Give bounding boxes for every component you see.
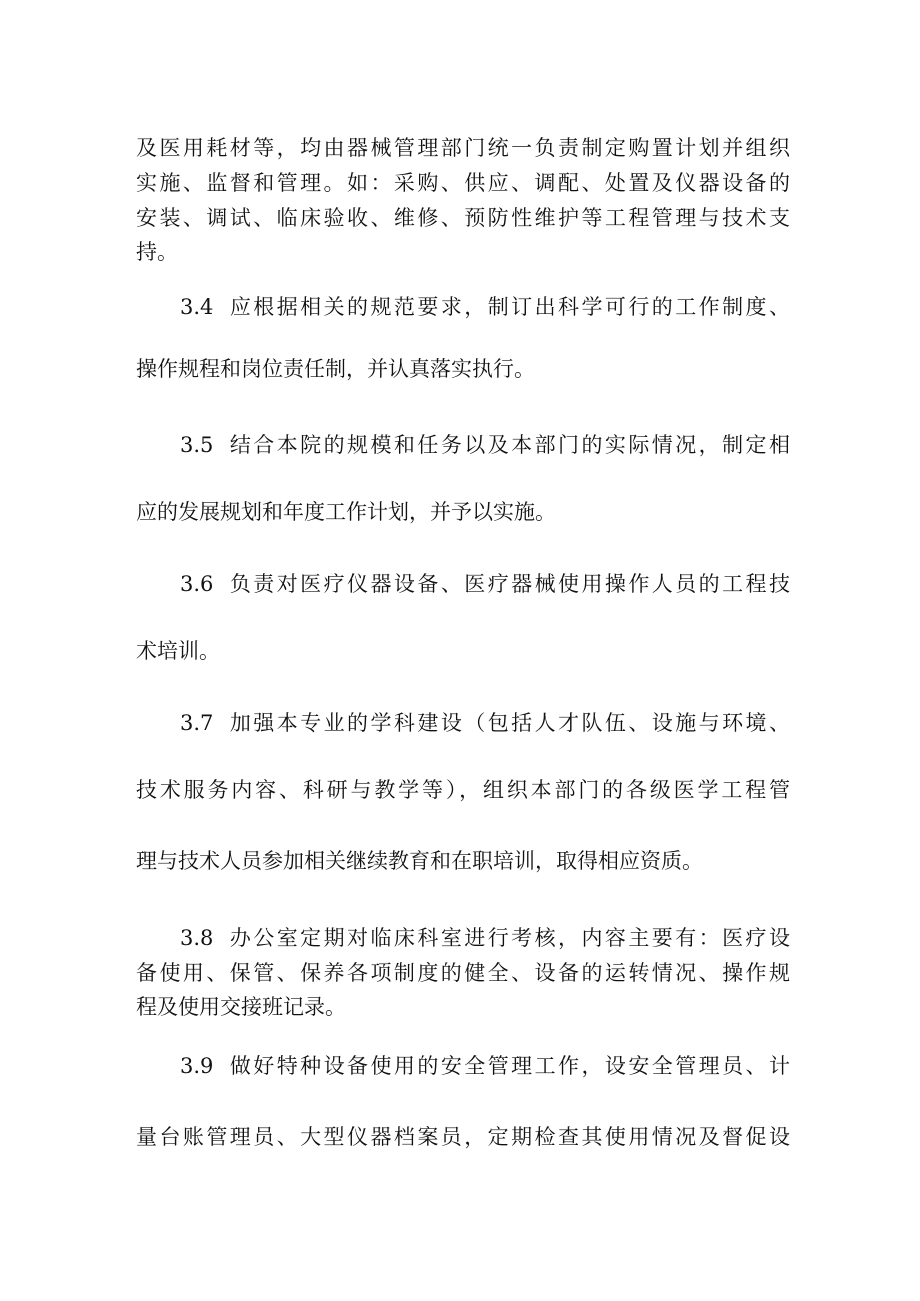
- text-line: 术培训。: [136, 639, 220, 663]
- text-line: 安装、调试、临床验收、维修、预防性维护等工程管理与技术支: [136, 206, 790, 230]
- section-number: 3.4: [180, 295, 214, 319]
- line-text: 做好特种设备使用的安全管理工作，设安全管理员、计: [227, 1054, 790, 1078]
- text-line: 实施、监督和管理。如：采购、供应、调配、处置及仪器设备的: [136, 171, 790, 195]
- text-line: [180, 708, 790, 738]
- text-line: 持。: [136, 240, 178, 264]
- text-line: [180, 430, 790, 460]
- text-line: [180, 569, 790, 599]
- section-number: 3.6: [180, 572, 214, 596]
- section-number: 3.5: [180, 433, 214, 457]
- line-text: 办公室定期对临床科室进行考核，内容主要有：医疗设: [227, 926, 790, 950]
- section-number: 3.9: [180, 1054, 214, 1078]
- text-line: 程及使用交接班记录。: [136, 995, 346, 1019]
- text-line: 技术服务内容、科研与教学等），组织本部门的各级医学工程管: [136, 778, 790, 802]
- line-text: 负责对医疗仪器设备、医疗器械使用操作人员的工程技: [227, 572, 790, 596]
- text-line: 应的发展规划和年度工作计划，并予以实施。: [136, 500, 556, 524]
- line-text: 应根据相关的规范要求，制订出科学可行的工作制度、: [227, 295, 790, 319]
- text-line: 理与技术人员参加相关继续教育和在职培训，取得相应资质。: [136, 849, 703, 873]
- text-line: [180, 1051, 790, 1081]
- text-line: [180, 292, 790, 322]
- text-line: 及医用耗材等，均由器械管理部门统一负责制定购置计划并组织: [136, 136, 790, 160]
- text-line: [180, 923, 790, 953]
- section-number: 3.8: [180, 926, 214, 950]
- text-line: 备使用、保管、保养各项制度的健全、设备的运转情况、操作规: [136, 961, 790, 985]
- text-line: 操作规程和岗位责任制，并认真落实执行。: [136, 357, 535, 381]
- text-line: 量台账管理员、大型仪器档案员，定期检查其使用情况及督促设: [136, 1125, 790, 1149]
- line-text: 结合本院的规模和任务以及本部门的实际情况，制定相: [227, 433, 790, 457]
- line-text: 加强本专业的学科建设（包括人才队伍、设施与环境、: [227, 711, 790, 735]
- section-number: 3.7: [180, 711, 214, 735]
